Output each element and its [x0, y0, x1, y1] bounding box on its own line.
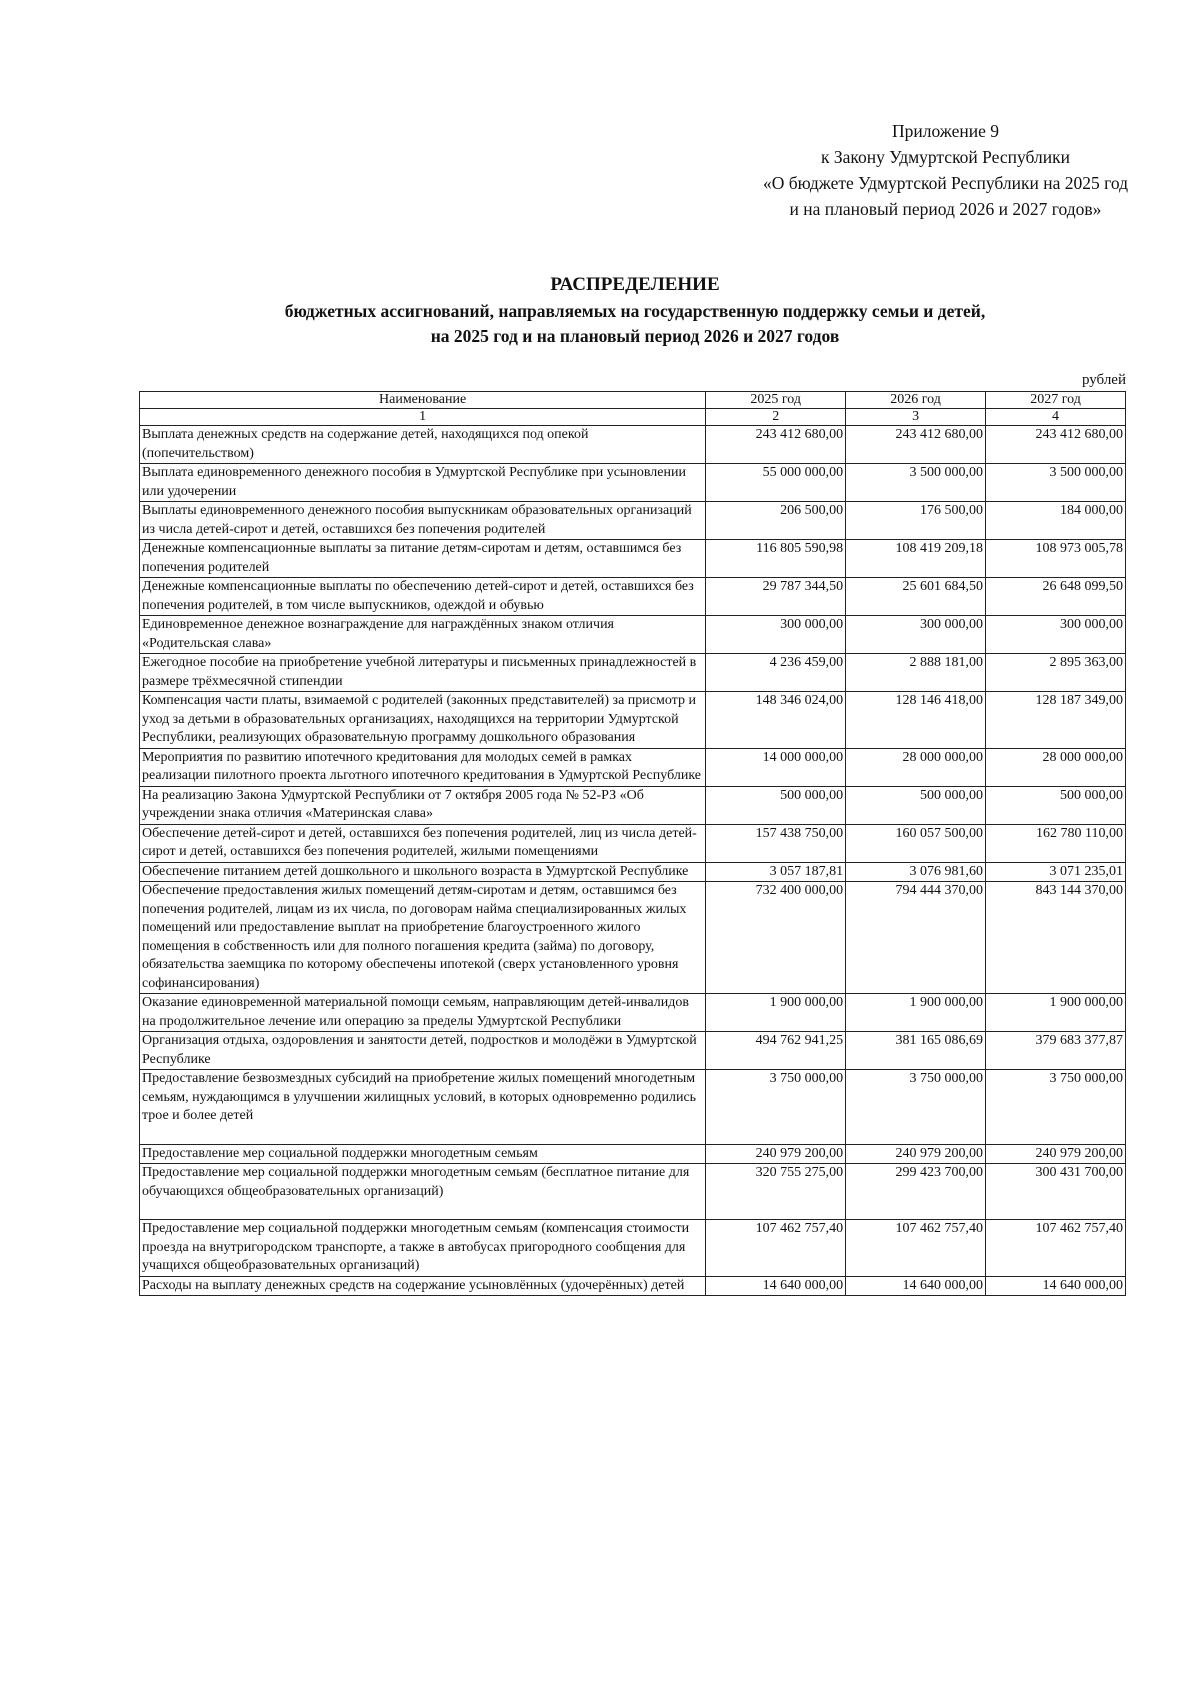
row-value-2026-cell: 300 000,00: [846, 616, 986, 654]
document-title: РАСПРЕДЕЛЕНИЕ: [550, 274, 720, 295]
row-value-2027-cell: 162 780 110,00: [986, 824, 1126, 862]
row-name-cell: Выплаты единовременного денежного пособия выпускникам образовательных организаций из числа детей-сирот и детей, оставшихся без попечения родителей: [140, 502, 706, 540]
row-value-2027-cell: 26 648 099,50: [986, 578, 1126, 616]
row-name-cell: Предоставление мер социальной поддержки многодетным семьям: [140, 1144, 706, 1164]
table-body: [140, 426, 1126, 1296]
appendix-line: к Закону Удмуртской Республики: [820, 147, 1070, 167]
row-value-2025-cell: 29 787 344,50: [706, 578, 846, 616]
column-number: 2: [706, 409, 846, 426]
row-name-cell: Обеспечение предоставления жилых помещений детям-сиротам и детям, оставшимся без попечения родителей, лицам из их числа, по договорам найма специализированных жилых помещений или предоставление выплат на приобретение благоустроенного жилого помещения в собственность или для полного погашения кредита (займа) по договору, обязательства заемщика по которому обеспечены ипотекой (сверх установленного уровня софинансирования): [140, 882, 706, 994]
table-row: [140, 994, 1126, 1032]
table-row: [140, 824, 1126, 862]
appendix-line: «О бюджете Удмуртской Республики на 2025 год: [762, 173, 1128, 193]
row-value-2025-cell: 1 900 000,00: [706, 994, 846, 1032]
table-row: [140, 426, 1126, 464]
row-value-2027-cell: 243 412 680,00: [986, 426, 1126, 464]
row-value-2025-cell: 107 462 757,40: [706, 1220, 846, 1277]
document-subtitle-line: на 2025 год и на плановый период 2026 и 2027 годов: [430, 326, 840, 346]
row-value-2025-cell: 732 400 000,00: [706, 882, 846, 994]
row-value-2025-cell: 4 236 459,00: [706, 654, 846, 692]
row-value-2027-cell: 379 683 377,87: [986, 1032, 1126, 1070]
row-name-cell: Денежные компенсационные выплаты за питание детям-сиротам и детям, оставшимся без попечения родителей: [140, 540, 706, 578]
table-row: [140, 748, 1126, 786]
column-header-2027: 2027 год: [986, 392, 1126, 409]
row-value-2025-cell: 206 500,00: [706, 502, 846, 540]
row-value-2026-cell: 2 888 181,00: [846, 654, 986, 692]
row-value-2025-cell: 3 057 187,81: [706, 862, 846, 882]
row-name-cell: Предоставление мер социальной поддержки многодетным семьям (компенсация стоимости проезда на внутригородском транспорте, а также в автобусах пригородного сообщения для учащихся общеобразовательных организаций): [140, 1220, 706, 1277]
row-name-cell: Обеспечение детей-сирот и детей, оставшихся без попечения родителей, лиц из числа детей-сирот и детей, оставшихся без попечения родителей, жилыми помещениями: [140, 824, 706, 862]
table-row: [140, 616, 1126, 654]
column-header-name: Наименование: [140, 392, 706, 409]
table-row: [140, 786, 1126, 824]
table-header: [140, 392, 1126, 426]
row-value-2027-cell: 184 000,00: [986, 502, 1126, 540]
row-value-2027-cell: 108 973 005,78: [986, 540, 1126, 578]
table-row: [140, 1032, 1126, 1070]
row-value-2027-cell: 107 462 757,40: [986, 1220, 1126, 1277]
column-number: 3: [846, 409, 986, 426]
budget-table: [139, 391, 1126, 1296]
row-name-cell: Предоставление безвозмездных субсидий на приобретение жилых помещений многодетным семьям, нуждающимся в улучшении жилищных условий, в которых одновременно родились трое и более детей: [140, 1070, 706, 1145]
row-value-2025-cell: 494 762 941,25: [706, 1032, 846, 1070]
row-value-2026-cell: 240 979 200,00: [846, 1144, 986, 1164]
row-value-2026-cell: 3 076 981,60: [846, 862, 986, 882]
table-row: [140, 654, 1126, 692]
row-value-2026-cell: 108 419 209,18: [846, 540, 986, 578]
row-value-2027-cell: 300 431 700,00: [986, 1164, 1126, 1220]
column-number-row: [140, 409, 1126, 426]
table-row: [140, 502, 1126, 540]
row-value-2026-cell: 500 000,00: [846, 786, 986, 824]
row-value-2027-cell: 500 000,00: [986, 786, 1126, 824]
appendix-line: Приложение 9: [891, 121, 1000, 141]
row-value-2025-cell: 300 000,00: [706, 616, 846, 654]
row-value-2026-cell: 176 500,00: [846, 502, 986, 540]
row-name-cell: Денежные компенсационные выплаты по обеспечению детей-сирот и детей, оставшихся без попечения родителей, в том числе выпускников, одеждой и обувью: [140, 578, 706, 616]
row-value-2026-cell: 128 146 418,00: [846, 692, 986, 749]
row-value-2025-cell: 3 750 000,00: [706, 1070, 846, 1145]
row-value-2026-cell: 794 444 370,00: [846, 882, 986, 994]
header-row: [140, 392, 1126, 409]
row-name-cell: На реализацию Закона Удмуртской Республики от 7 октября 2005 года № 52-РЗ «Об учреждении знака отличия «Материнская слава»: [140, 786, 706, 824]
row-value-2027-cell: 128 187 349,00: [986, 692, 1126, 749]
row-name-cell: Предоставление мер социальной поддержки многодетным семьям (бесплатное питание для обучающихся общеобразовательных организаций): [140, 1164, 706, 1220]
row-name-cell: Ежегодное пособие на приобретение учебной литературы и письменных принадлежностей в размере трёхмесячной стипендии: [140, 654, 706, 692]
row-value-2026-cell: 381 165 086,69: [846, 1032, 986, 1070]
row-value-2026-cell: 25 601 684,50: [846, 578, 986, 616]
table-row: [140, 1220, 1126, 1277]
row-value-2026-cell: 243 412 680,00: [846, 426, 986, 464]
table-row: [140, 1070, 1126, 1145]
row-name-cell: Оказание единовременной материальной помощи семьям, направляющим детей-инвалидов на продолжительное лечение или операцию за пределы Удмуртской Республики: [140, 994, 706, 1032]
row-value-2027-cell: 14 640 000,00: [986, 1276, 1126, 1296]
row-value-2025-cell: 157 438 750,00: [706, 824, 846, 862]
row-value-2025-cell: 14 640 000,00: [706, 1276, 846, 1296]
table-row: [140, 464, 1126, 502]
row-value-2025-cell: 148 346 024,00: [706, 692, 846, 749]
row-name-cell: Компенсация части платы, взимаемой с родителей (законных представителей) за присмотр и уход за детьми в образовательных организациях, находящихся на территории Удмуртской Республики, реализующих образовательную программу дошкольного образования: [140, 692, 706, 749]
column-header-2026: 2026 год: [846, 392, 986, 409]
row-value-2026-cell: 299 423 700,00: [846, 1164, 986, 1220]
row-value-2027-cell: 240 979 200,00: [986, 1144, 1126, 1164]
row-name-cell: Выплата единовременного денежного пособия в Удмуртской Республике при усыновлении или удочерении: [140, 464, 706, 502]
row-value-2027-cell: 300 000,00: [986, 616, 1126, 654]
row-name-cell: Выплата денежных средств на содержание детей, находящихся под опекой (попечительством): [140, 426, 706, 464]
table-row: [140, 1276, 1126, 1296]
row-value-2026-cell: 14 640 000,00: [846, 1276, 986, 1296]
row-name-cell: Мероприятия по развитию ипотечного кредитования для молодых семей в рамках реализации пилотного проекта льготного ипотечного кредитования в Удмуртской Республике: [140, 748, 706, 786]
row-value-2025-cell: 500 000,00: [706, 786, 846, 824]
column-number: 1: [140, 409, 706, 426]
row-value-2027-cell: 3 071 235,01: [986, 862, 1126, 882]
document-heading: [0, 272, 1200, 349]
row-value-2027-cell: 843 144 370,00: [986, 882, 1126, 994]
row-name-cell: Расходы на выплату денежных средств на содержание усыновлённых (удочерённых) детей: [140, 1276, 706, 1296]
column-number: 4: [986, 409, 1126, 426]
table-row: [140, 1164, 1126, 1220]
table-row: [140, 862, 1126, 882]
units-label: рублей: [1081, 372, 1126, 388]
row-value-2027-cell: 1 900 000,00: [986, 994, 1126, 1032]
row-value-2026-cell: 1 900 000,00: [846, 994, 986, 1032]
row-name-cell: Организация отдыха, оздоровления и занятости детей, подростков и молодёжи в Удмуртской Республике: [140, 1032, 706, 1070]
row-value-2026-cell: 3 750 000,00: [846, 1070, 986, 1145]
appendix-reference: [763, 118, 1128, 222]
table-row: [140, 540, 1126, 578]
row-value-2025-cell: 116 805 590,98: [706, 540, 846, 578]
row-value-2026-cell: 28 000 000,00: [846, 748, 986, 786]
row-value-2027-cell: 2 895 363,00: [986, 654, 1126, 692]
column-header-2025: 2025 год: [706, 392, 846, 409]
row-value-2026-cell: 107 462 757,40: [846, 1220, 986, 1277]
row-value-2026-cell: 160 057 500,00: [846, 824, 986, 862]
table-row: [140, 882, 1126, 994]
table-row: [140, 692, 1126, 749]
table-row: [140, 1144, 1126, 1164]
row-name-cell: Единовременное денежное вознаграждение для награждённых знаком отличия «Родительская слава»: [140, 616, 706, 654]
row-value-2025-cell: 240 979 200,00: [706, 1144, 846, 1164]
row-value-2025-cell: 320 755 275,00: [706, 1164, 846, 1220]
table-row: [140, 578, 1126, 616]
row-value-2025-cell: 55 000 000,00: [706, 464, 846, 502]
row-value-2027-cell: 3 750 000,00: [986, 1070, 1126, 1145]
document-subtitle-line: бюджетных ассигнований, направляемых на государственную поддержку семьи и детей,: [284, 301, 986, 321]
appendix-line: и на плановый период 2026 и 2027 годов»: [789, 199, 1102, 219]
row-value-2025-cell: 243 412 680,00: [706, 426, 846, 464]
row-value-2027-cell: 28 000 000,00: [986, 748, 1126, 786]
row-value-2026-cell: 3 500 000,00: [846, 464, 986, 502]
row-value-2025-cell: 14 000 000,00: [706, 748, 846, 786]
row-name-cell: Обеспечение питанием детей дошкольного и школьного возраста в Удмуртской Республике: [140, 862, 706, 882]
row-value-2027-cell: 3 500 000,00: [986, 464, 1126, 502]
